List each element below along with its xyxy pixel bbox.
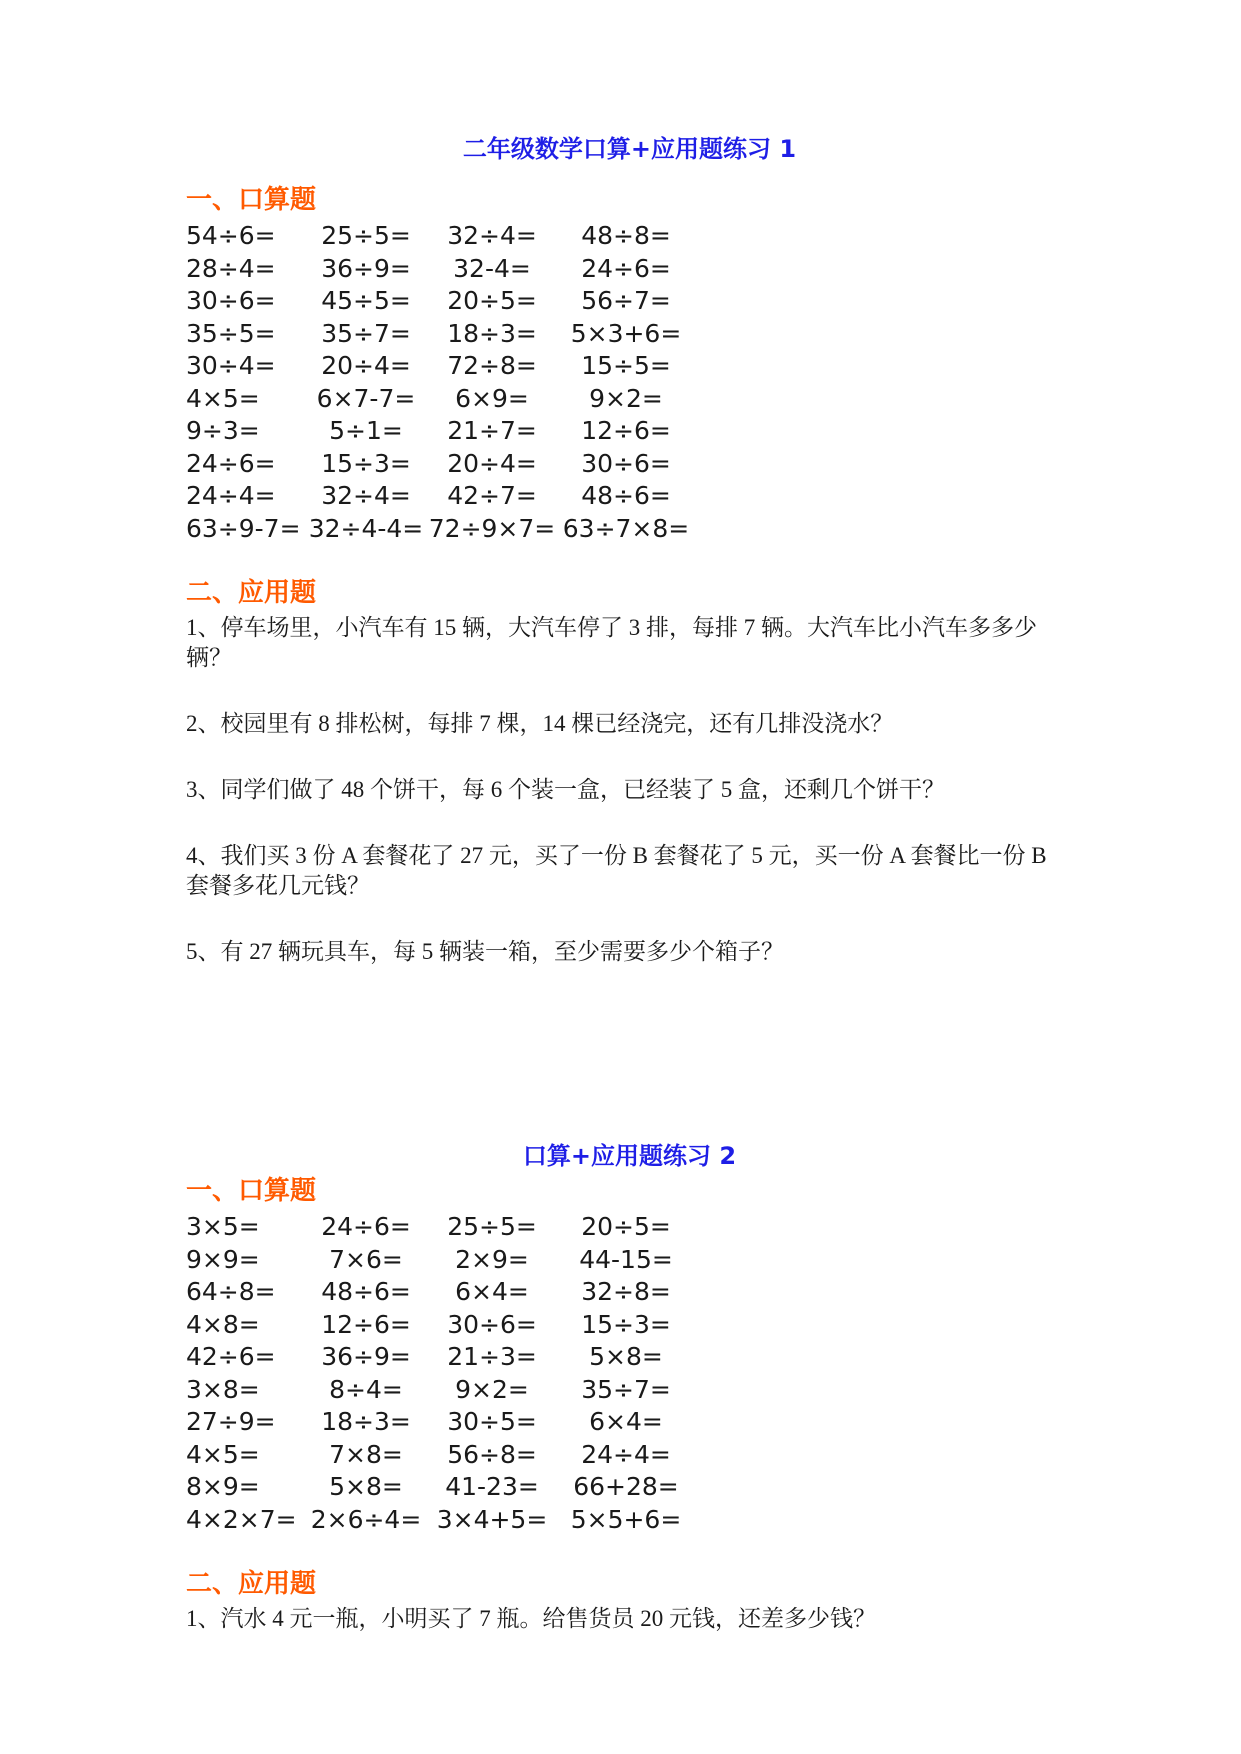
oral-problem: 66+28=	[573, 1472, 679, 1501]
oral-problem: 9÷3=	[186, 416, 260, 445]
oral-problem: 63÷7×8=	[562, 513, 690, 543]
oral-problem: 2×6÷4=	[310, 1504, 422, 1534]
oral-row	[186, 1309, 1073, 1342]
oral-problem: 48÷8=	[581, 221, 671, 250]
oral-problem: 30÷6=	[447, 1309, 537, 1339]
word-problem: 1、汽水 4 元一瓶，小明买了 7 瓶。给售货员 20 元钱，还差多少钱？	[186, 1606, 876, 1631]
oral-row	[186, 1276, 1073, 1309]
oral-problem: 30÷4=	[186, 351, 276, 380]
oral-row	[186, 480, 1073, 513]
worksheet-1-title: 二年级数学口算+应用题练习 1	[462, 135, 797, 163]
oral-problem: 18÷3=	[321, 1407, 411, 1436]
oral-problem: 36÷9=	[321, 253, 411, 283]
oral-problem: 64÷8=	[186, 1277, 276, 1306]
word-problem: 2、校园里有 8 排松树，每排 7 棵，14 棵已经浇完，还有几排没浇水？	[186, 711, 894, 736]
worksheet-2-title: 口算+应用题练习 2	[522, 1142, 737, 1170]
oral-problem: 18÷3=	[447, 318, 537, 348]
worksheet-1-word-heading: 二、应用题	[186, 578, 317, 608]
oral-row	[186, 220, 1073, 253]
oral-problem: 27÷9=	[186, 1407, 276, 1436]
oral-row	[186, 1374, 1073, 1407]
oral-problem: 5×8=	[329, 1472, 403, 1501]
worksheet-2-word-heading: 二、应用题	[186, 1569, 317, 1599]
oral-problem: 9×2=	[455, 1374, 529, 1404]
oral-problem: 4×5=	[186, 383, 260, 413]
oral-problem: 15÷5=	[581, 351, 671, 380]
oral-problem: 45÷5=	[321, 286, 411, 315]
oral-problem: 3×8=	[186, 1374, 260, 1404]
oral-problem: 5×3+6=	[570, 318, 682, 348]
oral-row	[186, 1244, 1073, 1277]
oral-problem: 24÷4=	[581, 1439, 671, 1469]
worksheet-1	[186, 134, 1073, 967]
oral-row	[186, 1504, 1073, 1537]
oral-row	[186, 318, 1073, 351]
oral-problem: 9×2=	[589, 383, 663, 413]
oral-problem: 36÷9=	[321, 1342, 411, 1371]
word-problem: 1、停车场里，小汽车有 15 辆，大汽车停了 3 排，每排 7 辆。大汽车比小汽车多多少辆？	[186, 615, 1037, 670]
oral-problem: 4×5=	[186, 1439, 260, 1469]
word-problem: 5、有 27 辆玩具车，每 5 辆装一箱，至少需要多少个箱子？	[186, 939, 784, 964]
oral-problem: 32÷4=	[321, 481, 411, 510]
oral-problem: 35÷7=	[581, 1374, 671, 1404]
oral-row	[186, 1439, 1073, 1472]
oral-problem: 42÷6=	[186, 1342, 276, 1371]
oral-problem: 24÷4=	[186, 481, 276, 510]
oral-problem: 9×9=	[186, 1244, 260, 1274]
oral-problem: 4×8=	[186, 1309, 260, 1339]
oral-problem: 5÷1=	[329, 416, 403, 445]
worksheet-2-word-problems	[186, 1604, 1073, 1634]
oral-problem: 25÷5=	[447, 1212, 537, 1241]
oral-row	[186, 1341, 1073, 1374]
worksheet-1-word-problems	[186, 613, 1073, 967]
oral-problem: 30÷6=	[186, 286, 276, 315]
oral-problem: 30÷5=	[447, 1407, 537, 1436]
oral-problem: 7×6=	[329, 1244, 403, 1274]
oral-problem: 48÷6=	[581, 481, 671, 510]
oral-problem: 32÷8=	[581, 1277, 671, 1306]
oral-row	[186, 1471, 1073, 1504]
worksheet-1-oral-heading: 一、口算题	[186, 185, 317, 215]
oral-problem: 5×8=	[589, 1342, 663, 1371]
oral-problem: 20÷4=	[447, 448, 537, 478]
oral-problem: 15÷3=	[321, 448, 411, 478]
oral-problem: 63÷9-7=	[186, 513, 301, 543]
worksheet-2-oral-heading: 一、口算题	[186, 1176, 317, 1206]
oral-problem: 32÷4-4=	[308, 513, 424, 543]
oral-problem: 35÷5=	[186, 318, 276, 348]
oral-problem: 54÷6=	[186, 221, 276, 250]
oral-problem: 5×5+6=	[570, 1504, 682, 1534]
oral-row	[186, 383, 1073, 416]
oral-problem: 6×4=	[589, 1407, 663, 1436]
oral-row	[186, 253, 1073, 286]
oral-problem: 24÷6=	[321, 1212, 411, 1241]
oral-problem: 4×2×7=	[186, 1504, 297, 1534]
oral-problem: 25÷5=	[321, 221, 411, 250]
oral-problem: 42÷7=	[447, 481, 537, 510]
oral-problem: 12÷6=	[321, 1309, 411, 1339]
oral-problem: 3×4+5=	[436, 1504, 548, 1534]
oral-problem: 2×9=	[455, 1244, 529, 1274]
worksheet-2-oral-grid	[186, 1211, 1073, 1536]
oral-row	[186, 285, 1073, 318]
oral-problem: 32-4=	[453, 253, 531, 283]
oral-problem: 56÷7=	[581, 286, 671, 315]
oral-problem: 8×9=	[186, 1472, 260, 1501]
oral-problem: 24÷6=	[581, 253, 671, 283]
oral-row	[186, 350, 1073, 383]
oral-problem: 8÷4=	[329, 1374, 403, 1404]
oral-problem: 21÷3=	[447, 1342, 537, 1371]
oral-problem: 56÷8=	[447, 1439, 537, 1469]
oral-problem: 15÷3=	[581, 1309, 671, 1339]
oral-row	[186, 448, 1073, 481]
oral-problem: 6×9=	[455, 383, 529, 413]
oral-problem: 72÷9×7=	[428, 513, 556, 543]
oral-problem: 41-23=	[445, 1472, 539, 1501]
oral-problem: 28÷4=	[186, 253, 276, 283]
oral-problem: 48÷6=	[321, 1277, 411, 1306]
oral-row	[186, 415, 1073, 448]
word-problem: 4、我们买 3 份 A 套餐花了 27 元，买了一份 B 套餐花了 5 元，买一份 A 套餐比一份 B 套餐多花几元钱？	[186, 843, 1047, 898]
oral-problem: 20÷5=	[447, 286, 537, 315]
oral-problem: 20÷4=	[321, 351, 411, 380]
oral-problem: 3×5=	[186, 1212, 260, 1241]
oral-problem: 6×4=	[455, 1277, 529, 1306]
oral-problem: 21÷7=	[447, 416, 537, 445]
oral-row	[186, 513, 1073, 546]
oral-problem: 24÷6=	[186, 448, 276, 478]
oral-problem: 72÷8=	[447, 351, 537, 380]
oral-problem: 44-15=	[579, 1244, 673, 1274]
worksheet-2	[186, 1141, 1073, 1634]
oral-problem: 7×8=	[329, 1439, 403, 1469]
word-problem: 3、同学们做了 48 个饼干，每 6 个装一盒，已经装了 5 盒，还剩几个饼干？	[186, 777, 945, 802]
worksheet-1-oral-grid	[186, 220, 1073, 545]
oral-problem: 6×7-7=	[316, 383, 416, 413]
oral-problem: 12÷6=	[581, 416, 671, 445]
oral-problem: 20÷5=	[581, 1212, 671, 1241]
oral-problem: 35÷7=	[321, 318, 411, 348]
oral-row	[186, 1406, 1073, 1439]
oral-problem: 32÷4=	[447, 221, 537, 250]
oral-problem: 30÷6=	[581, 448, 671, 478]
oral-row	[186, 1211, 1073, 1244]
